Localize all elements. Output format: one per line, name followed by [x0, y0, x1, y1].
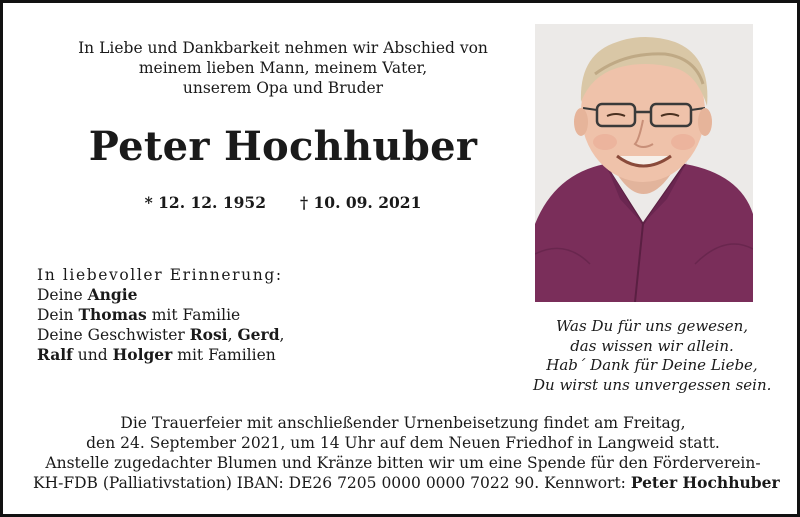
- donation-details: KH-FDB (Palliativstation) IBAN: DE26 7205 0000 0000 7022 90. Kennwort:: [33, 474, 631, 492]
- mourner-prefix: Deine Geschwister: [37, 326, 190, 344]
- portrait-photo: [535, 24, 753, 302]
- poem-line: das wissen wir allein.: [570, 336, 734, 355]
- life-dates: [63, 193, 503, 212]
- mourner-name: Holger: [112, 345, 173, 364]
- mourner-line: [37, 345, 284, 365]
- mourner-name: Gerd: [237, 325, 280, 344]
- notice-line: [33, 473, 780, 493]
- mourners-list: [37, 265, 284, 365]
- mourner-line: [37, 285, 284, 305]
- intro-line: meinem lieben Mann, meinem Vater,: [138, 59, 428, 77]
- mourner-suffix: mit Familie: [146, 306, 241, 324]
- intro-line: In Liebe und Dankbarkeit nehmen wir Abschied von: [78, 39, 488, 57]
- mourner-name: Angie: [87, 285, 138, 304]
- mourner-separator: und: [72, 346, 113, 364]
- notice-line: Die Trauerfeier mit anschließender Urnenbeisetzung findet am Freitag,: [120, 414, 686, 432]
- memorial-poem: [533, 317, 771, 395]
- poem-line: Was Du für uns gewesen,: [555, 317, 749, 335]
- notice-line: Anstelle zugedachter Blumen und Kränze bitten wir um eine Spende für den Förderverein-: [45, 454, 761, 472]
- death-date: † 10. 09. 2021: [300, 193, 422, 212]
- mourner-prefix: Dein: [37, 306, 79, 324]
- mourner-separator: ,: [227, 326, 238, 344]
- birth-date: * 12. 12. 1952: [144, 193, 266, 212]
- poem-line: Hab´ Dank für Deine Liebe,: [546, 356, 758, 374]
- mourner-suffix: mit Familien: [172, 346, 276, 364]
- intro-text: [63, 38, 503, 98]
- mourner-name: Rosi: [189, 325, 228, 344]
- deceased-name: Peter Hochhuber: [88, 123, 478, 170]
- mourner-name: Thomas: [78, 305, 147, 324]
- mourner-line: [37, 305, 284, 325]
- portrait-illustration: [535, 24, 753, 302]
- mourner-name: Ralf: [37, 345, 73, 364]
- notice-line: den 24. September 2021, um 14 Uhr auf dem Neuen Friedhof in Langweid statt.: [86, 434, 720, 452]
- intro-line: unserem Opa und Bruder: [182, 79, 384, 97]
- mourner-prefix: Deine: [37, 286, 88, 304]
- funeral-notice: [33, 413, 780, 493]
- mourner-line: [37, 325, 284, 345]
- mourner-suffix: ,: [279, 326, 285, 344]
- donation-keyword: Peter Hochhuber: [630, 473, 780, 492]
- poem-line: Du wirst uns unvergessen sein.: [533, 375, 772, 394]
- mourners-heading: In liebevoller Erinnerung:: [37, 266, 283, 284]
